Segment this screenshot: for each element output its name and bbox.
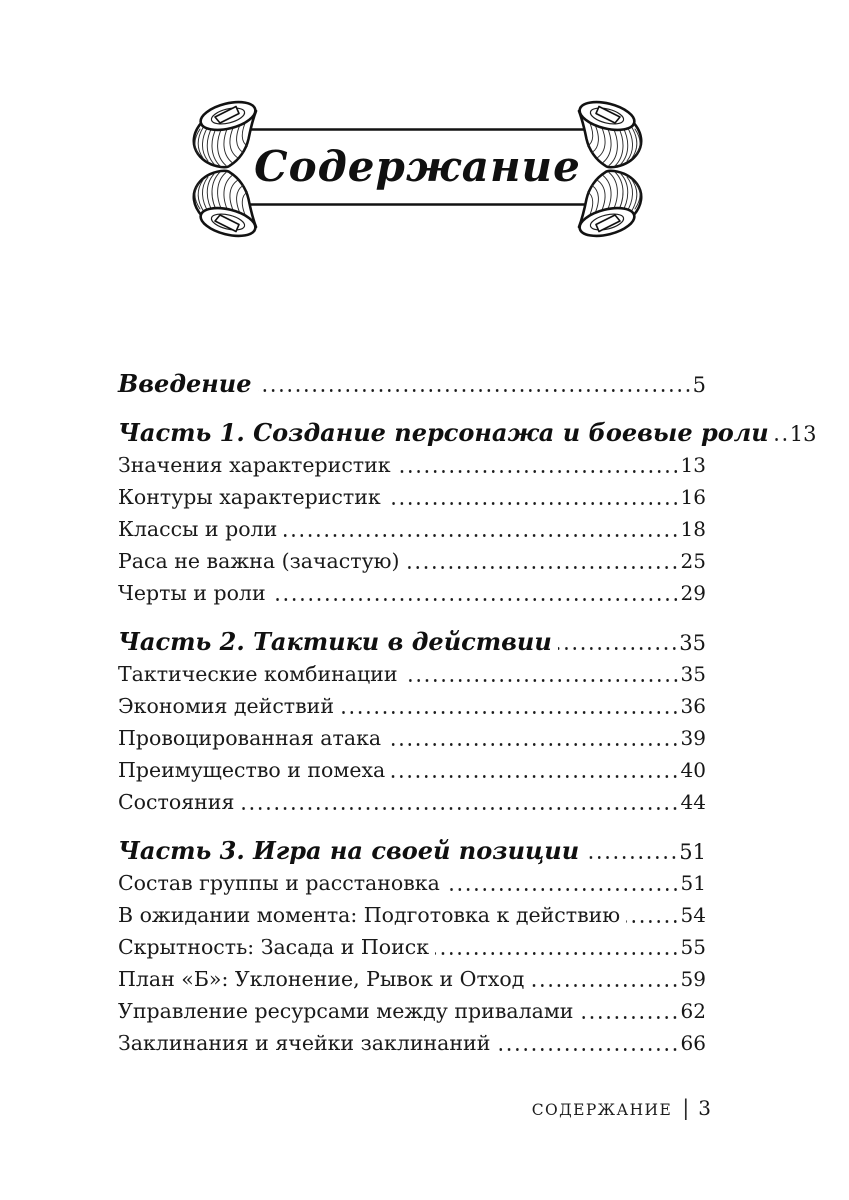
- toc-entry-row: [118, 449, 706, 481]
- toc-item-label: Преимущество и помеха: [118, 758, 386, 782]
- toc-page-number: 39: [680, 726, 706, 750]
- toc-item-label: Провоцированная атака: [118, 726, 382, 750]
- toc-entry-row: [118, 513, 706, 545]
- page-title: Содержание: [254, 141, 581, 191]
- toc-page-number: 54: [680, 903, 706, 927]
- toc-entry-row: [118, 545, 706, 577]
- toc-list: [118, 351, 817, 1059]
- toc-page-number: 18: [680, 517, 706, 541]
- footer-page-number: 3: [698, 1096, 711, 1120]
- dot-leader: [579, 1016, 679, 1019]
- dot-leader: [405, 566, 679, 569]
- toc-chapter-row: [118, 835, 706, 867]
- dot-leader: [340, 711, 680, 714]
- toc-page-number: 36: [680, 694, 706, 718]
- toc-chapter-row: [118, 626, 706, 658]
- toc-page-number: 5: [692, 373, 706, 397]
- toc-entry-row: [118, 481, 706, 513]
- toc-entry-row: [118, 995, 706, 1027]
- toc-entry-row: [118, 690, 706, 722]
- toc-entry-row: [118, 754, 706, 786]
- toc-page-number: 66: [680, 1031, 706, 1055]
- toc-entry-row: [118, 931, 706, 963]
- toc-page-number: 40: [680, 758, 706, 782]
- toc-page-number: 35: [679, 631, 706, 655]
- toc-item-label: Тактические комбинации: [118, 662, 398, 686]
- toc-entry-row: [118, 658, 706, 690]
- toc-page-number: 44: [680, 790, 706, 814]
- toc-page-number: 16: [680, 485, 706, 509]
- dot-leader: [775, 438, 789, 441]
- toc-item-label: Заклинания и ячейки заклинаний: [118, 1031, 491, 1055]
- toc-page-number: 51: [679, 840, 706, 864]
- toc-item-label: Контуры характеристик: [118, 485, 381, 509]
- dot-leader: [387, 743, 679, 746]
- toc-entry-row: [118, 867, 706, 899]
- toc-entry-row: [118, 1027, 706, 1059]
- dot-leader: [397, 470, 680, 473]
- dot-leader: [435, 952, 679, 955]
- toc-entry-row: [118, 722, 706, 754]
- toc-item-label: Классы и роли: [118, 517, 278, 541]
- toc-item-label: Значения характеристик: [118, 453, 391, 477]
- dot-leader: [626, 920, 679, 923]
- toc-chapter-row: [118, 368, 706, 400]
- dot-leader: [240, 807, 679, 810]
- toc-page-number: 62: [680, 999, 706, 1023]
- toc-item-label: Черты и роли: [118, 581, 266, 605]
- toc-entry-row: [118, 899, 706, 931]
- toc-item-label: Скрытность: Засада и Поиск: [118, 935, 430, 959]
- toc-entry-row: [118, 963, 706, 995]
- dot-leader: [585, 856, 678, 859]
- toc-item-label: Раса не важна (зачастую): [118, 549, 400, 573]
- toc-item-label: Часть 2. Тактики в действии: [118, 627, 552, 656]
- dot-leader: [530, 984, 679, 987]
- dot-leader: [446, 888, 680, 891]
- toc-page-number: 51: [680, 871, 706, 895]
- toc-page-number: 13: [789, 422, 817, 446]
- toc-page-number: 59: [680, 967, 706, 991]
- footer-section-label: СОДЕРЖАНИЕ: [531, 1101, 673, 1119]
- toc-page-number: 29: [680, 581, 706, 605]
- dot-leader: [272, 598, 680, 601]
- toc-page-number: 13: [680, 453, 706, 477]
- dot-leader: [391, 775, 679, 778]
- toc-item-label: Часть 3. Игра на своей позиции: [118, 836, 580, 865]
- toc-page-number: 55: [680, 935, 706, 959]
- dot-leader: [258, 389, 692, 392]
- scroll-banner: [190, 96, 645, 242]
- footer-separator: |: [682, 1096, 690, 1120]
- toc-page-number: 25: [680, 549, 706, 573]
- toc-item-label: Состояния: [118, 790, 235, 814]
- toc-item-label: Введение: [118, 369, 252, 398]
- dot-leader: [496, 1048, 679, 1051]
- toc-page-number: 35: [680, 662, 706, 686]
- dot-leader: [387, 502, 680, 505]
- toc-item-label: Управление ресурсами между привалами: [118, 999, 574, 1023]
- toc-item-label: План «Б»: Уклонение, Рывок и Отход: [118, 967, 525, 991]
- toc-entry-row: [118, 577, 706, 609]
- toc-item-label: В ожидании момента: Подготовка к действию: [118, 903, 621, 927]
- page-footer: [532, 1096, 711, 1120]
- toc-chapter-row: [118, 417, 817, 449]
- dot-leader: [283, 534, 679, 537]
- toc-item-label: Состав группы и расстановка: [118, 871, 440, 895]
- dot-leader: [558, 647, 678, 650]
- dot-leader: [404, 679, 680, 682]
- toc-item-label: Экономия действий: [118, 694, 335, 718]
- toc-entry-row: [118, 786, 706, 818]
- toc-item-label: Часть 1. Создание персонажа и боевые роли: [118, 418, 769, 447]
